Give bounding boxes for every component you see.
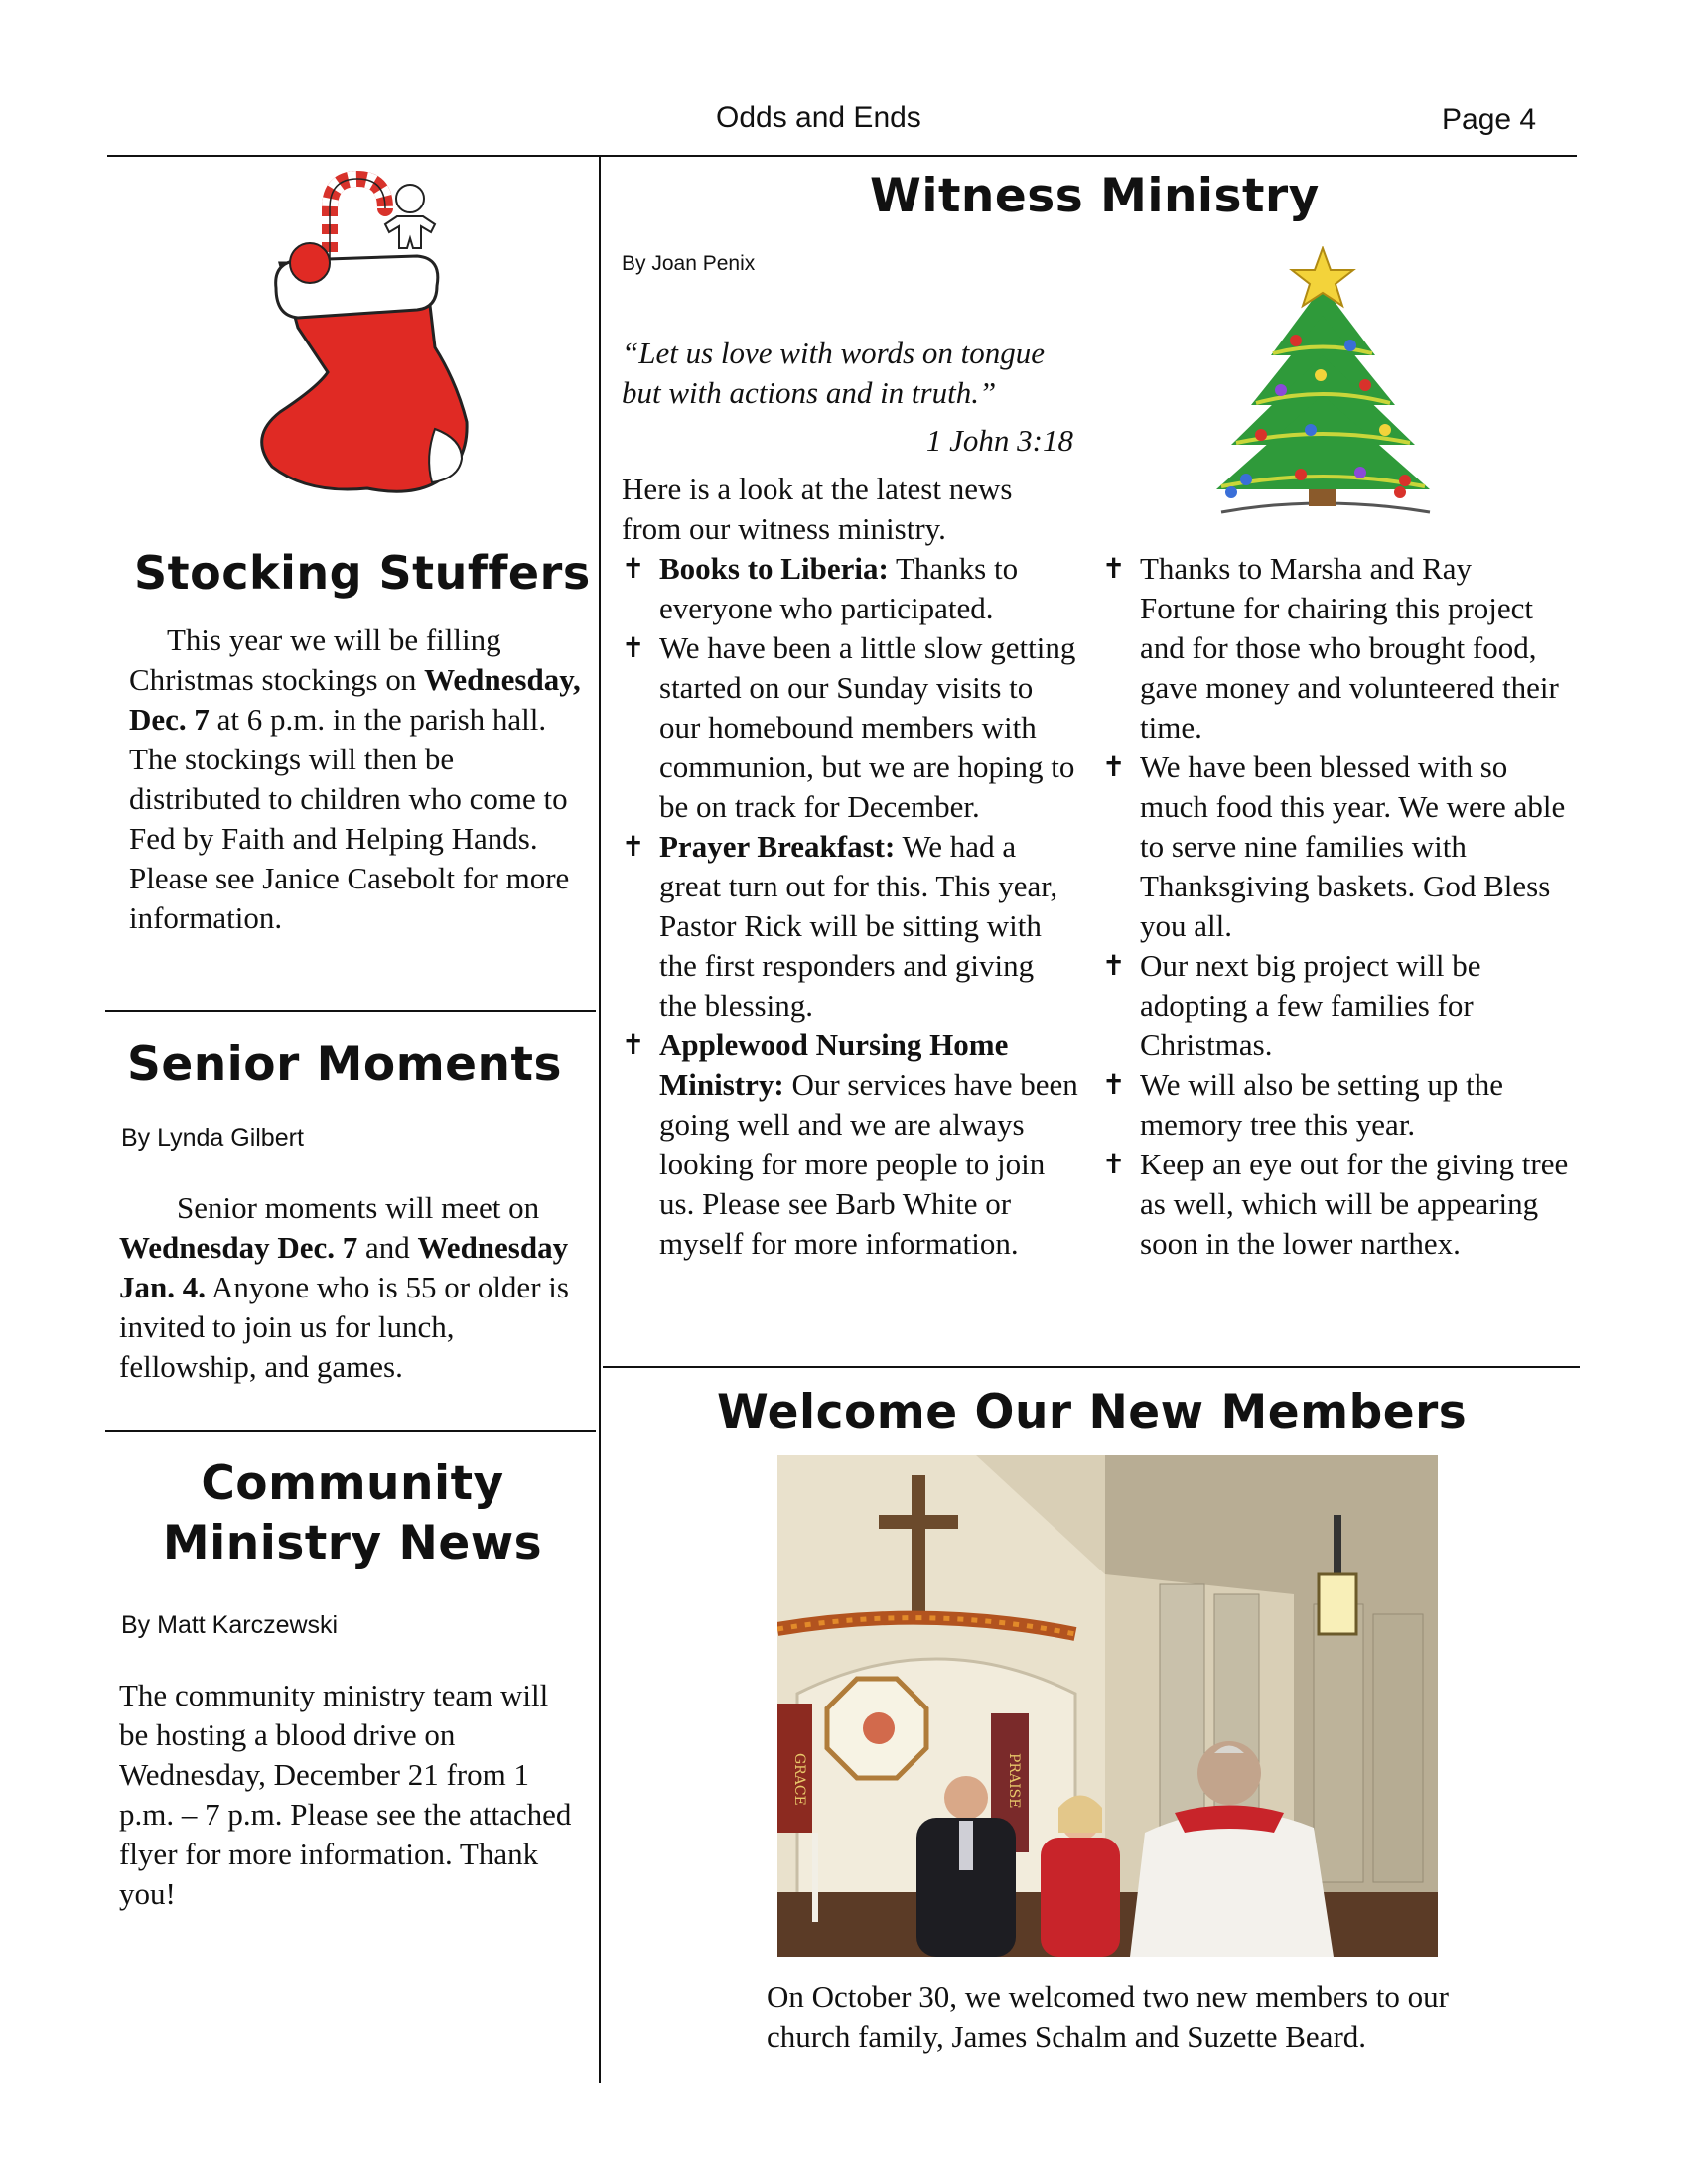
stocking-stuffers-title: Stocking Stuffers (134, 546, 591, 600)
welcome-caption: On October 30, we welcomed two new members to our church family, James Schalm and Suzette Beard. (767, 1979, 1449, 2054)
senior-text-3: Anyone who is 55 or older is invited to join us for lunch, fellowship, and games. (119, 1270, 569, 1384)
witness-item-text: We have been blessed with so much food this year. We were able to serve nine families with Thanksgiving baskets. God Bless you all. (1140, 750, 1566, 943)
senior-moments-byline: By Lynda Gilbert (121, 1124, 304, 1152)
community-ministry-body: The community ministry team will be hosting a blood drive on Wednesday, December 21 from 1 p.m. – 7 p.m. Please see the attached flyer for more information. Thank you! (119, 1678, 572, 1911)
stocking-text-2: at 6 p.m. in the parish hall. The stockings will then be distributed to children who come to Fed by Faith and Helping Hands. Please see Janice Casebolt for more information. (129, 702, 570, 935)
senior-moments-title: Senior Moments (127, 1037, 562, 1092)
senior-date-2: Wednesday Jan. 4. (119, 1230, 569, 1304)
witness-item-text: Our services have been going well and we are always looking for more people to join us. Please see Barb White or myself for more information. (659, 1067, 1078, 1261)
header-rule (107, 155, 1577, 157)
cross-bullet-icon: ✝ (1102, 552, 1126, 585)
stocking-date: Wednesday, Dec. 7 (129, 662, 581, 737)
witness-ministry-byline: By Joan Penix (622, 252, 756, 275)
section-rule-2 (105, 1430, 596, 1432)
cross-bullet-icon: ✝ (1102, 949, 1126, 982)
cross-bullet-icon: ✝ (622, 830, 645, 863)
witness-news-item (622, 1025, 1078, 1264)
cross-bullet-icon: ✝ (1102, 1068, 1126, 1101)
witness-item-heading: Books to Liberia: (659, 551, 889, 586)
witness-item-text: Thanks to everyone who participated. (659, 551, 1019, 625)
senior-date-1: Wednesday Dec. 7 (119, 1230, 358, 1265)
witness-item-text: We will also be setting up the memory tree this year. (1140, 1067, 1503, 1142)
senior-moments-body (119, 1188, 581, 1387)
quote-citation: 1 John 3:18 (925, 423, 1073, 458)
community-ministry-title (109, 1454, 596, 1573)
witness-news-item (1102, 946, 1569, 1065)
stocking-text-1: This year we will be filling Christmas stockings on (129, 622, 501, 697)
stocking-stuffers-body (129, 620, 586, 938)
cross-bullet-icon: ✝ (622, 631, 645, 664)
witness-ministry-title: Witness Ministry (870, 169, 1320, 223)
new-members-photo (777, 1455, 1438, 1957)
senior-text-2: and (357, 1230, 418, 1265)
banner-praise: PRAISE (1006, 1753, 1022, 1809)
welcome-members-title: Welcome Our New Members (717, 1385, 1468, 1439)
section-title: Odds and Ends (716, 101, 921, 134)
page-number: Page 4 (1442, 103, 1537, 136)
witness-news-item (1102, 1145, 1569, 1264)
christmas-tree-illustration (1201, 246, 1445, 524)
witness-news-item (622, 549, 1078, 628)
banner-grace: GRACE (791, 1753, 807, 1806)
witness-item-text: Keep an eye out for the giving tree as well, which will be appearing soon in the lower narthex. (1140, 1147, 1569, 1261)
senior-text-1: Senior moments will meet on (177, 1190, 540, 1225)
witness-item-text: Our next big project will be adopting a few families for Christmas. (1140, 948, 1481, 1062)
cross-bullet-icon: ✝ (622, 1028, 645, 1061)
witness-news-list-right (1102, 549, 1569, 1264)
witness-intro: Here is a look at the latest news from our witness ministry. (622, 472, 1013, 546)
section-rule-1 (105, 1010, 596, 1012)
column-divider (599, 157, 601, 2083)
community-ministry-byline: By Matt Karczewski (121, 1611, 339, 1639)
witness-news-item (622, 827, 1078, 1025)
christmas-stocking-illustration (258, 169, 487, 506)
scripture-quote (622, 334, 1073, 461)
community-title-line-1: Community (201, 1456, 504, 1511)
witness-item-text: We have been a little slow getting started on our Sunday visits to our homebound members with communion, but we are hoping to be on track for December. (659, 630, 1076, 824)
witness-news-item (1102, 549, 1569, 748)
witness-news-item (1102, 1065, 1569, 1145)
community-title-line-2: Ministry News (162, 1516, 543, 1570)
cross-bullet-icon: ✝ (1102, 1148, 1126, 1180)
quote-text: “Let us love with words on tongue but with actions and in truth.” (622, 336, 1045, 410)
witness-item-text: Thanks to Marsha and Ray Fortune for chairing this project and for those who brought food, gave money and volunteered their time. (1140, 551, 1559, 745)
witness-item-heading: Applewood Nursing Home Ministry: (659, 1027, 1009, 1102)
witness-item-heading: Prayer Breakfast: (659, 829, 896, 864)
cross-bullet-icon: ✝ (1102, 751, 1126, 783)
section-rule-3 (603, 1366, 1580, 1368)
witness-news-list-left (622, 549, 1078, 1264)
cross-bullet-icon: ✝ (622, 552, 645, 585)
witness-news-item (1102, 748, 1569, 946)
witness-item-text: We had a great turn out for this. This year, Pastor Rick will be sitting with the first responders and giving the blessing. (659, 829, 1058, 1023)
witness-news-item (622, 628, 1078, 827)
